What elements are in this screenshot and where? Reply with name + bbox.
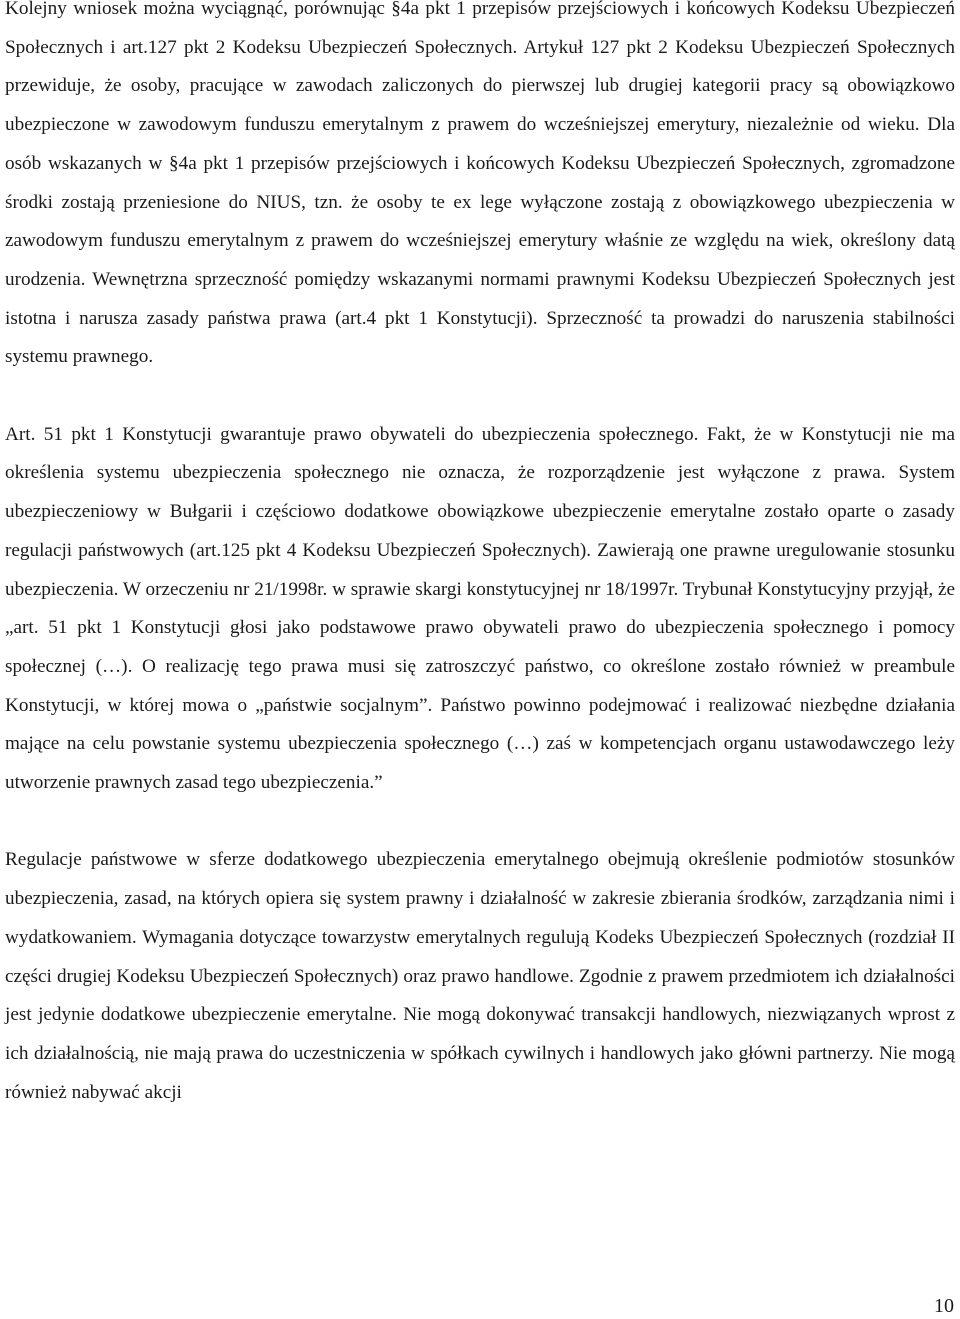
document-page	[5, 0, 955, 1112]
paragraph-3: Regulacje państwowe w sferze dodatkowego ubezpieczenia emerytalnego obejmują określenie podmiotów stosunków ubezpieczenia, zasad, na których opiera się system prawny i działalność w zakresie zbierania środków, zarządzania nimi i wydatkowaniem. Wymagania dotyczące towarzystw emerytalnych regulują Kodeks Ubezpieczeń Społecznych (rozdział II części drugiej Kodeksu Ubezpieczeń Społecznych) oraz prawo handlowe. Zgodnie z prawem przedmiotem ich działalności jest jedynie dodatkowe ubezpieczenie emerytalne. Nie mogą dokonywać transakcji handlowych, niezwiązanych wprost z ich działalnością, nie mają prawa do uczestniczenia w spółkach cywilnych i handlowych jako główni partnerzy. Nie mogą również nabywać akcji	[5, 849, 955, 1103]
page-number: 10	[934, 1295, 954, 1317]
paragraph-2: Art. 51 pkt 1 Konstytucji gwarantuje prawo obywateli do ubezpieczenia społecznego. Fakt, że w Konstytucji nie ma określenia systemu ubezpieczenia społecznego nie oznacza, że rozporządzenie jest wyłączone z prawa. System ubezpieczeniowy w Bułgarii i częściowo dodatkowe obowiązkowe ubezpieczenie emerytalne zostało oparte o zasady regulacji państwowych (art.125 pkt 4 Kodeksu Ubezpieczeń Społecznych). Zawierają one prawne uregulowanie stosunku ubezpieczenia. W orzeczeniu nr 21/1998r. w sprawie skargi konstytucyjnej nr 18/1997r. Trybunał Konstytucyjny przyjął, że „art. 51 pkt 1 Konstytucji głosi jako podstawowe prawo obywateli prawo do ubezpieczenia społecznego i pomocy społecznej (…). O realizację tego prawa musi się zatroszczyć państwo, co określone zostało również w preambule Konstytucji, w której mowa o „państwie socjalnym”. Państwo powinno podejmować i realizować niezbędne działania mające na celu powstanie systemu ubezpieczenia społecznego (…) zaś w kompetencjach organu ustawodawczego leży utworzenie prawnych zasad tego ubezpieczenia.”	[5, 423, 955, 794]
paragraph-1: Kolejny wniosek można wyciągnąć, porównując §4a pkt 1 przepisów przejściowych i końcowych Kodeksu Ubezpieczeń Społecznych i art.127 pkt 2 Kodeksu Ubezpieczeń Społecznych. Artykuł 127 pkt 2 Kodeksu Ubezpieczeń Społecznych przewiduje, że osoby, pracujące w zawodach zaliczonych do pierwszej lub drugiej kategorii pracy są obowiązkowo ubezpieczone w zawodowym funduszu emerytalnym z prawem do wcześniejszej emerytury, niezależnie od wieku. Dla osób wskazanych w §4a pkt 1 przepisów przejściowych i końcowych Kodeksu Ubezpieczeń Społecznych, zgromadzone środki zostają przeniesione do NIUS, tzn. że osoby te ex lege wyłączone zostają z obowiązkowego ubezpieczenia w zawodowym funduszu emerytalnym z prawem do wcześniejszej emerytury właśnie ze względu na wiek, określony datą urodzenia. Wewnętrzna sprzeczność pomiędzy wskazanymi normami prawnymi Kodeksu Ubezpieczeń Społecznych jest istotna i narusza zasady państwa prawa (art.4 pkt 1 Konstytucji). Sprzeczność ta prowadzi do naruszenia stabilności systemu prawnego.	[5, 0, 955, 368]
